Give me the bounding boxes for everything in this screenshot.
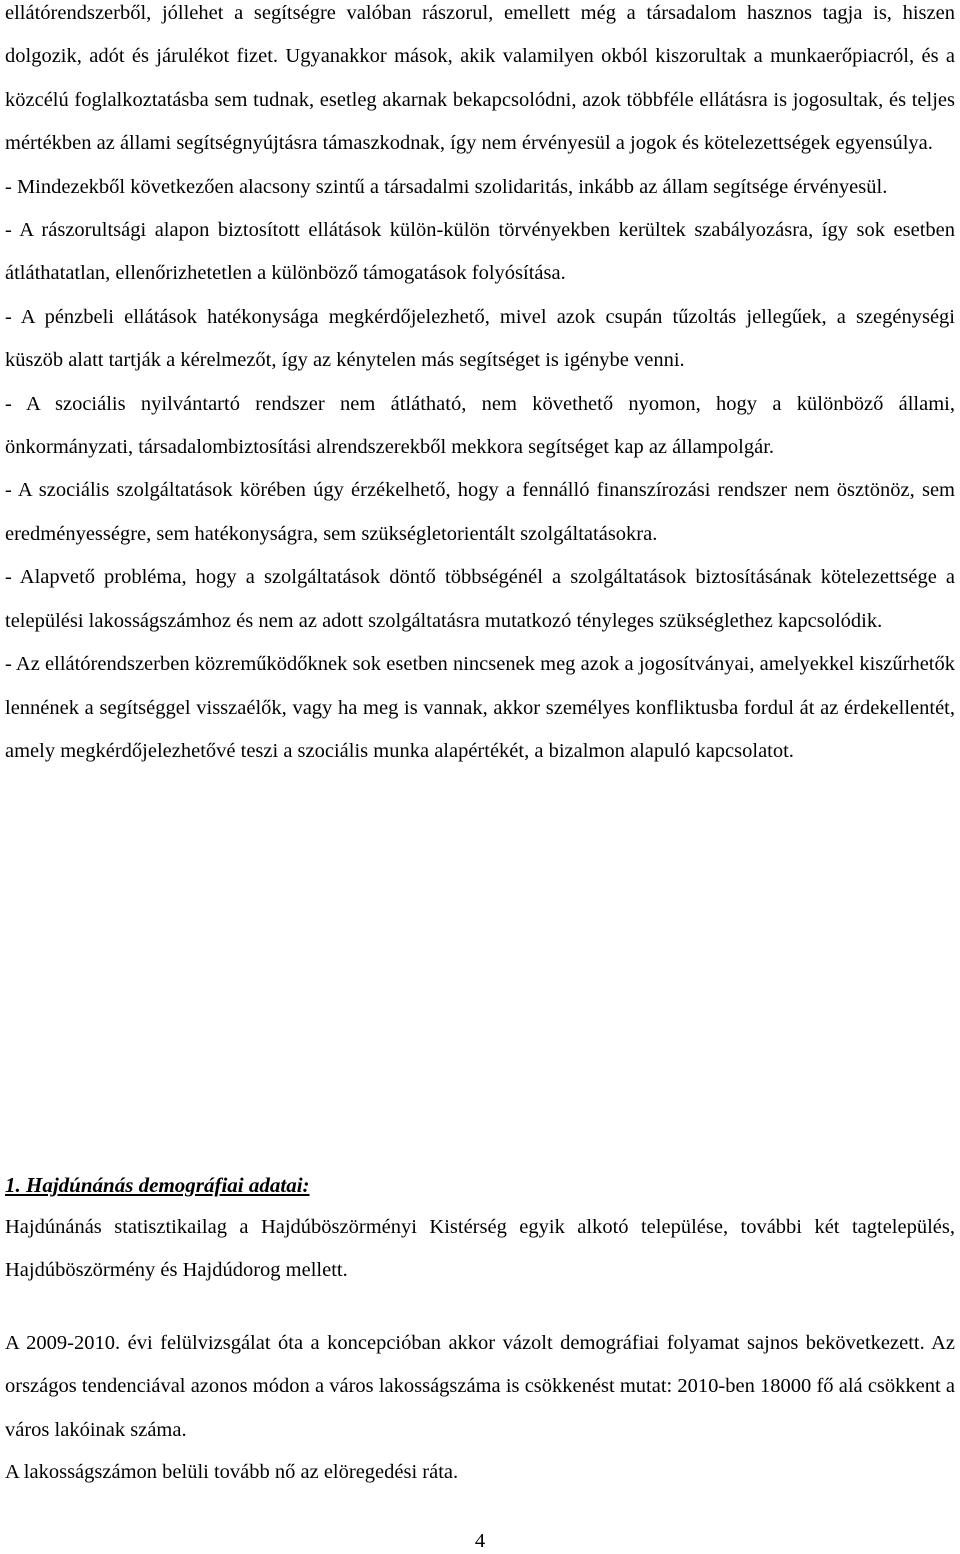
paragraph-basic-problem: - Alapvető probléma, hogy a szolgáltatások döntő többségénél a szolgáltatások biztosításának kötelezettsége a települési lakosságszámhoz és nem az adott szolgáltatásra mutatkozó tényleges szükséglethez kapcsolódik. — [5, 566, 955, 632]
document-page — [5, 0, 955, 773]
paragraph-cash-benefits: - A pénzbeli ellátások hatékonysága megkérdőjelezhető, mivel azok csupán tűzoltás jellegűek, a szegénységi küszöb alatt tartják a kérelmezőt, így az kénytelen más segítséget is igénybe venni. — [5, 305, 955, 372]
paragraph-regulation: - A rászorultsági alapon biztosított ellátások külön-külön törvényekben kerültek szabályozásra, így sok esetben átláthatatlan, ellenőrizhetetlen a különböző támogatások folyósítása. — [5, 219, 955, 285]
section-body-3 — [5, 1451, 955, 1494]
paragraph-participants: - Az ellátórendszerben közreműködőknek sok esetben nincsenek meg azok a jogosítványai, amelyekkel kiszűrhetők lennének a segítséggel visszaélők, vagy ha meg is vannak, akkor személyes konfliktusba fordul át az érdekellentét, amely megkérdőjelezhetővé teszi a szociális munka alapértékét, a bizalmon alapuló kapcsolatot. — [5, 653, 955, 762]
paragraph-intro: ellátórendszerből, jóllehet a segítségre valóban rászorul, emellett még a társadalom hasznos tagja is, hiszen dolgozik, adót és járulékot fizet. Ugyanakkor mások, akik valamilyen okból kiszorultak a munkaerőpiacról, és a közcélú foglalkoztatásba sem tudnak, esetleg akarnak bekapcsolódni, azok többféle ellátásra is jogosultak, és teljes mértékben az állami segítségnyújtásra támaszkodnak, így nem érvényesül a jogok és kötelezettségek egyensúlya. — [5, 2, 955, 155]
paragraph-demography: A 2009-2010. évi felülvizsgálat óta a koncepcióban akkor vázolt demográfiai folyamat sajnos bekövetkezett. Az országos tendenciával azonos módon a város lakosságszáma is csökkenést mutat: 2010-ben 18000 fő alá csökkent a város lakóinak száma. — [5, 1332, 955, 1441]
section-body-1 — [5, 1206, 955, 1293]
paragraph-statistics: Hajdúnánás statisztikailag a Hajdúböszörményi Kistérség egyik alkotó települése, további két tagtelepülés, Hajdúböszörmény és Hajdúdorog mellett. — [5, 1216, 955, 1282]
paragraph-registry: - A szociális nyilvántartó rendszer nem átlátható, nem követhető nyomon, hogy a különböző állami, önkormányzati, társadalombiztosítási alrendszerekből mekkora segítséget kap az állampolgár. — [5, 392, 955, 459]
paragraph-services: - A szociális szolgáltatások körében úgy érzékelhető, hogy a fennálló finanszírozási rendszer nem ösztönöz, sem eredményességre, sem hatékonyságra, sem szükségletorientált szolgáltatásokra. — [5, 479, 955, 545]
paragraph-aging: A lakosságszámon belüli tovább nő az elöregedési ráta. — [5, 1461, 459, 1483]
section-body-2 — [5, 1322, 955, 1452]
paragraph-solidarity: - Mindezekből következően alacsony szintű a társadalmi szolidaritás, inkább az állam segítsége érvényesül. — [5, 175, 888, 198]
page-number: 4 — [474, 1530, 486, 1552]
section-heading: 1. Hajdúnánás demográfiai adatai: — [5, 1173, 310, 1197]
